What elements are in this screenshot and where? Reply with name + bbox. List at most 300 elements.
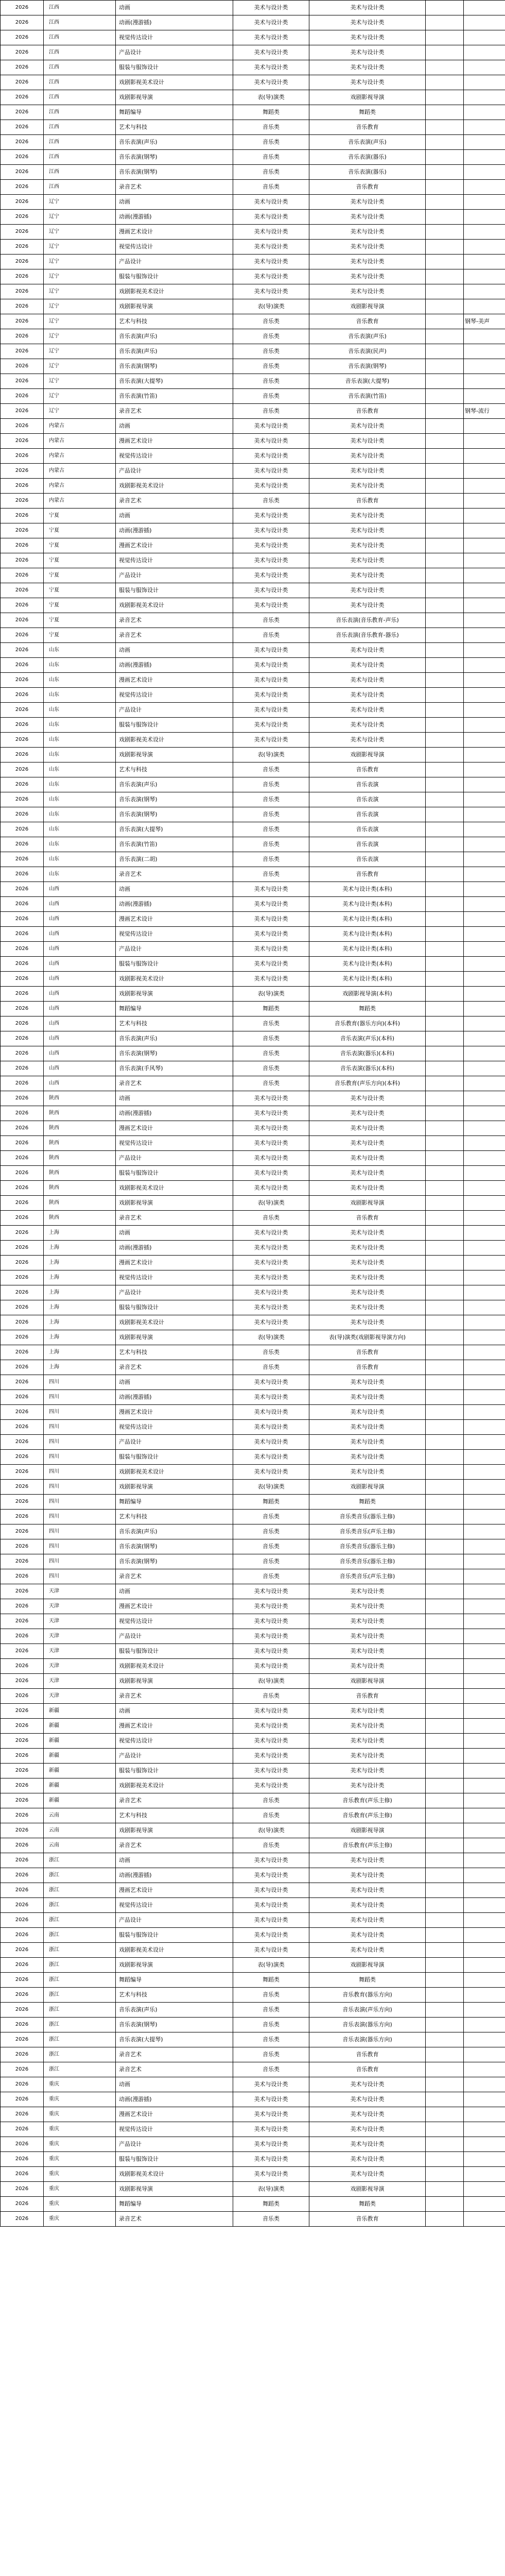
exam-category-cell: 美术与设计类 xyxy=(233,2107,309,2122)
year-cell: 2026 xyxy=(1,1330,44,1345)
exam-subject-cell: 音乐类音乐(器乐主修) xyxy=(309,1539,426,1554)
extra-cell xyxy=(426,1270,464,1285)
remark-cell xyxy=(464,1898,505,1913)
year-cell: 2026 xyxy=(1,1510,44,1524)
exam-subject-cell: 美术与设计类 xyxy=(309,30,426,45)
exam-category-cell: 音乐类 xyxy=(233,1808,309,1823)
extra-cell xyxy=(426,1360,464,1375)
year-cell: 2026 xyxy=(1,523,44,538)
year-cell: 2026 xyxy=(1,1749,44,1764)
major-cell: 服装与服饰设计 xyxy=(116,957,233,972)
province-cell: 宁夏 xyxy=(44,613,116,628)
exam-category-cell: 美术与设计类 xyxy=(233,2122,309,2137)
exam-category-cell: 音乐类 xyxy=(233,1016,309,1031)
major-cell: 漫画艺术设计 xyxy=(116,1599,233,1614)
major-cell: 视觉传达设计 xyxy=(116,30,233,45)
table-row xyxy=(1,150,505,165)
exam-subject-cell: 舞蹈类 xyxy=(309,1002,426,1016)
province-cell: 四川 xyxy=(44,1510,116,1524)
remark-cell xyxy=(464,1420,505,1435)
province-cell: 天津 xyxy=(44,1659,116,1674)
exam-subject-cell: 美术与设计类 xyxy=(309,1450,426,1465)
province-cell: 江西 xyxy=(44,1,116,15)
major-cell: 动画 xyxy=(116,1226,233,1241)
exam-category-cell: 美术与设计类 xyxy=(233,1300,309,1315)
exam-category-cell: 音乐类 xyxy=(233,314,309,329)
exam-subject-cell: 美术与设计类 xyxy=(309,1928,426,1943)
table-row xyxy=(1,942,505,957)
exam-category-cell: 美术与设计类 xyxy=(233,1734,309,1749)
extra-cell xyxy=(426,613,464,628)
major-cell: 漫画艺术设计 xyxy=(116,2107,233,2122)
remark-cell xyxy=(464,75,505,90)
year-cell: 2026 xyxy=(1,658,44,673)
table-row xyxy=(1,195,505,210)
extra-cell xyxy=(426,1689,464,1704)
remark-cell xyxy=(464,1016,505,1031)
table-row xyxy=(1,1480,505,1495)
province-cell: 山西 xyxy=(44,972,116,987)
remark-cell xyxy=(464,1569,505,1584)
exam-subject-cell: 美术与设计类 xyxy=(309,1241,426,1256)
table-row xyxy=(1,658,505,673)
major-cell: 戏剧影视导演 xyxy=(116,2182,233,2197)
major-cell: 音乐表演(声乐) xyxy=(116,777,233,792)
exam-subject-cell: 音乐教育 xyxy=(309,762,426,777)
remark-cell xyxy=(464,2122,505,2137)
exam-category-cell: 音乐类 xyxy=(233,852,309,867)
major-cell: 服装与服饰设计 xyxy=(116,2152,233,2167)
exam-subject-cell: 美术与设计类 xyxy=(309,255,426,269)
table-row xyxy=(1,897,505,912)
major-cell: 产品设计 xyxy=(116,255,233,269)
province-cell: 上海 xyxy=(44,1300,116,1315)
exam-category-cell: 美术与设计类 xyxy=(233,1270,309,1285)
table-row xyxy=(1,240,505,255)
year-cell: 2026 xyxy=(1,195,44,210)
remark-cell xyxy=(464,2182,505,2197)
remark-cell xyxy=(464,1913,505,1928)
major-cell: 音乐表演(二胡) xyxy=(116,852,233,867)
exam-subject-cell: 美术与设计类 xyxy=(309,1644,426,1659)
exam-subject-cell: 美术与设计类 xyxy=(309,1659,426,1674)
table-row xyxy=(1,762,505,777)
year-cell: 2026 xyxy=(1,792,44,807)
remark-cell xyxy=(464,912,505,927)
exam-category-cell: 音乐类 xyxy=(233,2047,309,2062)
exam-subject-cell: 美术与设计类 xyxy=(309,269,426,284)
year-cell: 2026 xyxy=(1,464,44,479)
table-row xyxy=(1,1121,505,1136)
year-cell: 2026 xyxy=(1,867,44,882)
exam-subject-cell: 美术与设计类 xyxy=(309,598,426,613)
year-cell: 2026 xyxy=(1,329,44,344)
remark-cell xyxy=(464,718,505,733)
province-cell: 内蒙古 xyxy=(44,449,116,464)
major-cell: 戏剧影视美术设计 xyxy=(116,1315,233,1330)
exam-subject-cell: 舞蹈类 xyxy=(309,105,426,120)
exam-subject-cell: 舞蹈类 xyxy=(309,1973,426,1988)
major-cell: 音乐表演(钢琴) xyxy=(116,792,233,807)
exam-category-cell: 美术与设计类 xyxy=(233,568,309,583)
table-row xyxy=(1,210,505,225)
exam-subject-cell: 音乐教育 xyxy=(309,494,426,509)
remark-cell xyxy=(464,1076,505,1091)
exam-subject-cell: 美术与设计类 xyxy=(309,464,426,479)
exam-subject-cell: 音乐教育 xyxy=(309,404,426,419)
remark-cell xyxy=(464,1958,505,1973)
province-cell: 四川 xyxy=(44,1420,116,1435)
exam-category-cell: 音乐类 xyxy=(233,807,309,822)
exam-subject-cell: 美术与设计类 xyxy=(309,1106,426,1121)
extra-cell xyxy=(426,1853,464,1868)
exam-subject-cell: 美术与设计类 xyxy=(309,1584,426,1599)
province-cell: 山东 xyxy=(44,807,116,822)
extra-cell xyxy=(426,1420,464,1435)
extra-cell xyxy=(426,1495,464,1510)
table-row xyxy=(1,1285,505,1300)
exam-subject-cell: 美术与设计类 xyxy=(309,1256,426,1270)
table-row xyxy=(1,1016,505,1031)
major-cell: 音乐表演(钢琴) xyxy=(116,165,233,180)
major-cell: 艺术与科技 xyxy=(116,1988,233,2003)
extra-cell xyxy=(426,2077,464,2092)
extra-cell xyxy=(426,1031,464,1046)
remark-cell xyxy=(464,240,505,255)
year-cell: 2026 xyxy=(1,1928,44,1943)
extra-cell xyxy=(426,1,464,15)
year-cell: 2026 xyxy=(1,1420,44,1435)
year-cell: 2026 xyxy=(1,1121,44,1136)
major-cell: 动画 xyxy=(116,509,233,523)
remark-cell xyxy=(464,1256,505,1270)
exam-subject-cell: 美术与设计类 xyxy=(309,1390,426,1405)
year-cell: 2026 xyxy=(1,2077,44,2092)
major-cell: 漫画艺术设计 xyxy=(116,912,233,927)
remark-cell xyxy=(464,673,505,688)
exam-subject-cell: 音乐教育(声乐主修) xyxy=(309,1838,426,1853)
province-cell: 山东 xyxy=(44,822,116,837)
remark-cell xyxy=(464,598,505,613)
year-cell: 2026 xyxy=(1,359,44,374)
remark-cell xyxy=(464,568,505,583)
major-cell: 产品设计 xyxy=(116,568,233,583)
year-cell: 2026 xyxy=(1,404,44,419)
exam-subject-cell: 美术与设计类 xyxy=(309,1734,426,1749)
province-cell: 山东 xyxy=(44,658,116,673)
province-cell: 浙江 xyxy=(44,1973,116,1988)
major-cell: 漫画艺术设计 xyxy=(116,538,233,553)
province-cell: 辽宁 xyxy=(44,299,116,314)
exam-category-cell: 表(导)演类 xyxy=(233,1196,309,1211)
table-row xyxy=(1,434,505,449)
table-row xyxy=(1,1435,505,1450)
province-cell: 宁夏 xyxy=(44,509,116,523)
province-cell: 新疆 xyxy=(44,1778,116,1793)
exam-category-cell: 音乐类 xyxy=(233,120,309,135)
major-cell: 产品设计 xyxy=(116,1629,233,1644)
province-cell: 四川 xyxy=(44,1539,116,1554)
year-cell: 2026 xyxy=(1,538,44,553)
exam-category-cell: 音乐类 xyxy=(233,1076,309,1091)
extra-cell xyxy=(426,1629,464,1644)
major-cell: 动画 xyxy=(116,195,233,210)
major-cell: 视觉传达设计 xyxy=(116,1734,233,1749)
exam-subject-cell: 美术与设计类 xyxy=(309,1151,426,1166)
year-cell: 2026 xyxy=(1,374,44,389)
year-cell: 2026 xyxy=(1,1435,44,1450)
exam-subject-cell: 戏剧影视导演 xyxy=(309,2182,426,2197)
exam-subject-cell: 音乐教育(声乐主修) xyxy=(309,1808,426,1823)
exam-category-cell: 美术与设计类 xyxy=(233,1749,309,1764)
remark-cell xyxy=(464,2077,505,2092)
remark-cell xyxy=(464,2003,505,2018)
table-row xyxy=(1,1360,505,1375)
major-cell: 舞蹈编导 xyxy=(116,1002,233,1016)
major-cell: 戏剧影视导演 xyxy=(116,299,233,314)
exam-subject-cell: 美术与设计类 xyxy=(309,1868,426,1883)
exam-subject-cell: 美术与设计类(本科) xyxy=(309,927,426,942)
table-row xyxy=(1,628,505,643)
exam-category-cell: 美术与设计类 xyxy=(233,897,309,912)
exam-subject-cell: 表(导)演类(戏剧影视导演方向) xyxy=(309,1330,426,1345)
province-cell: 四川 xyxy=(44,1480,116,1495)
table-row xyxy=(1,583,505,598)
table-row xyxy=(1,1793,505,1808)
year-cell: 2026 xyxy=(1,1973,44,1988)
table-row xyxy=(1,1345,505,1360)
remark-cell xyxy=(464,1689,505,1704)
table-row xyxy=(1,673,505,688)
table-row xyxy=(1,2018,505,2032)
remark-cell xyxy=(464,1853,505,1868)
table-row xyxy=(1,1031,505,1046)
exam-category-cell: 美术与设计类 xyxy=(233,583,309,598)
year-cell: 2026 xyxy=(1,2167,44,2182)
year-cell: 2026 xyxy=(1,1853,44,1868)
exam-subject-cell: 音乐类音乐(器乐主修) xyxy=(309,1554,426,1569)
exam-subject-cell: 美术与设计类 xyxy=(309,2167,426,2182)
remark-cell xyxy=(464,2047,505,2062)
major-cell: 音乐表演(钢琴) xyxy=(116,1046,233,1061)
year-cell: 2026 xyxy=(1,1002,44,1016)
exam-category-cell: 美术与设计类 xyxy=(233,1450,309,1465)
exam-category-cell: 表(导)演类 xyxy=(233,1330,309,1345)
year-cell: 2026 xyxy=(1,494,44,509)
remark-cell xyxy=(464,1450,505,1465)
year-cell: 2026 xyxy=(1,479,44,494)
major-cell: 服装与服饰设计 xyxy=(116,1644,233,1659)
table-row xyxy=(1,1375,505,1390)
province-cell: 山东 xyxy=(44,837,116,852)
table-row xyxy=(1,1988,505,2003)
year-cell: 2026 xyxy=(1,882,44,897)
province-cell: 辽宁 xyxy=(44,284,116,299)
table-row xyxy=(1,1898,505,1913)
remark-cell xyxy=(464,1002,505,1016)
table-row xyxy=(1,1151,505,1166)
year-cell: 2026 xyxy=(1,748,44,762)
major-cell: 视觉传达设计 xyxy=(116,2122,233,2137)
exam-subject-cell: 美术与设计类 xyxy=(309,1285,426,1300)
major-cell: 录音艺术 xyxy=(116,1076,233,1091)
extra-cell xyxy=(426,15,464,30)
table-row xyxy=(1,1853,505,1868)
table-row xyxy=(1,1569,505,1584)
remark-cell xyxy=(464,2092,505,2107)
year-cell: 2026 xyxy=(1,30,44,45)
extra-cell xyxy=(426,1510,464,1524)
exam-subject-cell: 美术与设计类 xyxy=(309,1704,426,1719)
extra-cell xyxy=(426,1988,464,2003)
exam-category-cell: 音乐类 xyxy=(233,374,309,389)
extra-cell xyxy=(426,1061,464,1076)
exam-subject-cell: 音乐表演 xyxy=(309,807,426,822)
table-row xyxy=(1,643,505,658)
province-cell: 天津 xyxy=(44,1614,116,1629)
remark-cell xyxy=(464,613,505,628)
remark-cell xyxy=(464,135,505,150)
table-row xyxy=(1,553,505,568)
year-cell: 2026 xyxy=(1,822,44,837)
table-row xyxy=(1,703,505,718)
year-cell: 2026 xyxy=(1,2197,44,2212)
exam-subject-cell: 美术与设计类 xyxy=(309,1300,426,1315)
year-cell: 2026 xyxy=(1,837,44,852)
extra-cell xyxy=(426,1764,464,1778)
province-cell: 上海 xyxy=(44,1360,116,1375)
major-cell: 动画 xyxy=(116,643,233,658)
major-cell: 漫画艺术设计 xyxy=(116,1405,233,1420)
exam-category-cell: 美术与设计类 xyxy=(233,882,309,897)
major-cell: 音乐表演(竹笛) xyxy=(116,837,233,852)
major-cell: 服装与服饰设计 xyxy=(116,583,233,598)
year-cell: 2026 xyxy=(1,1390,44,1405)
major-cell: 戏剧影视导演 xyxy=(116,1480,233,1495)
remark-cell xyxy=(464,105,505,120)
remark-cell xyxy=(464,1091,505,1106)
year-cell: 2026 xyxy=(1,2122,44,2137)
year-cell: 2026 xyxy=(1,1061,44,1076)
extra-cell xyxy=(426,1226,464,1241)
province-cell: 宁夏 xyxy=(44,583,116,598)
exam-subject-cell: 音乐表演(声乐方向) xyxy=(309,2003,426,2018)
exam-category-cell: 美术与设计类 xyxy=(233,1226,309,1241)
extra-cell xyxy=(426,2152,464,2167)
exam-category-cell: 美术与设计类 xyxy=(233,1704,309,1719)
extra-cell xyxy=(426,269,464,284)
year-cell: 2026 xyxy=(1,1270,44,1285)
year-cell: 2026 xyxy=(1,1569,44,1584)
province-cell: 江西 xyxy=(44,45,116,60)
table-row xyxy=(1,2107,505,2122)
major-cell: 音乐表演(声乐) xyxy=(116,1524,233,1539)
year-cell: 2026 xyxy=(1,225,44,240)
major-cell: 舞蹈编导 xyxy=(116,2197,233,2212)
extra-cell xyxy=(426,1076,464,1091)
extra-cell xyxy=(426,1524,464,1539)
exam-category-cell: 音乐类 xyxy=(233,762,309,777)
remark-cell xyxy=(464,1629,505,1644)
exam-subject-cell: 美术与设计类 xyxy=(309,1405,426,1420)
exam-category-cell: 音乐类 xyxy=(233,1360,309,1375)
year-cell: 2026 xyxy=(1,718,44,733)
province-cell: 辽宁 xyxy=(44,195,116,210)
province-cell: 上海 xyxy=(44,1330,116,1345)
province-cell: 陕西 xyxy=(44,1091,116,1106)
remark-cell xyxy=(464,1151,505,1166)
table-row xyxy=(1,1629,505,1644)
exam-subject-cell: 美术与设计类 xyxy=(309,1764,426,1778)
exam-category-cell: 音乐类 xyxy=(233,837,309,852)
exam-subject-cell: 音乐表演(器乐) xyxy=(309,150,426,165)
table-row xyxy=(1,464,505,479)
year-cell: 2026 xyxy=(1,1764,44,1778)
year-cell: 2026 xyxy=(1,2137,44,2152)
extra-cell xyxy=(426,299,464,314)
major-cell: 音乐表演(声乐) xyxy=(116,135,233,150)
exam-category-cell: 美术与设计类 xyxy=(233,255,309,269)
table-row xyxy=(1,45,505,60)
province-cell: 江西 xyxy=(44,165,116,180)
remark-cell xyxy=(464,1241,505,1256)
remark-cell xyxy=(464,1046,505,1061)
exam-subject-cell: 音乐表演(音乐教育-声乐) xyxy=(309,613,426,628)
extra-cell xyxy=(426,1614,464,1629)
major-cell: 动画 xyxy=(116,1,233,15)
exam-subject-cell: 美术与设计类 xyxy=(309,1749,426,1764)
year-cell: 2026 xyxy=(1,90,44,105)
remark-cell xyxy=(464,2018,505,2032)
table-row xyxy=(1,284,505,299)
year-cell: 2026 xyxy=(1,1883,44,1898)
remark-cell xyxy=(464,1793,505,1808)
remark-cell xyxy=(464,733,505,748)
extra-cell xyxy=(426,1106,464,1121)
exam-category-cell: 表(导)演类 xyxy=(233,299,309,314)
major-cell: 音乐表演(声乐) xyxy=(116,1031,233,1046)
year-cell: 2026 xyxy=(1,1898,44,1913)
table-row xyxy=(1,1689,505,1704)
major-cell: 音乐表演(钢琴) xyxy=(116,1539,233,1554)
province-cell: 山西 xyxy=(44,897,116,912)
remark-cell xyxy=(464,688,505,703)
major-cell: 视觉传达设计 xyxy=(116,1898,233,1913)
extra-cell xyxy=(426,792,464,807)
extra-cell xyxy=(426,1091,464,1106)
exam-category-cell: 美术与设计类 xyxy=(233,1375,309,1390)
major-cell: 音乐表演(大提琴) xyxy=(116,2032,233,2047)
table-row xyxy=(1,2212,505,2227)
remark-cell xyxy=(464,419,505,434)
exam-subject-cell: 美术与设计类 xyxy=(309,1719,426,1734)
remark-cell xyxy=(464,1704,505,1719)
remark-cell xyxy=(464,509,505,523)
remark-cell xyxy=(464,748,505,762)
extra-cell xyxy=(426,837,464,852)
extra-cell xyxy=(426,284,464,299)
remark-cell xyxy=(464,45,505,60)
extra-cell xyxy=(426,479,464,494)
year-cell: 2026 xyxy=(1,1405,44,1420)
major-cell: 艺术与科技 xyxy=(116,1345,233,1360)
major-cell: 音乐表演(钢琴) xyxy=(116,807,233,822)
table-row xyxy=(1,1450,505,1465)
year-cell: 2026 xyxy=(1,1211,44,1226)
major-cell: 录音艺术 xyxy=(116,1793,233,1808)
major-cell: 音乐表演(钢琴) xyxy=(116,2018,233,2032)
province-cell: 新疆 xyxy=(44,1793,116,1808)
